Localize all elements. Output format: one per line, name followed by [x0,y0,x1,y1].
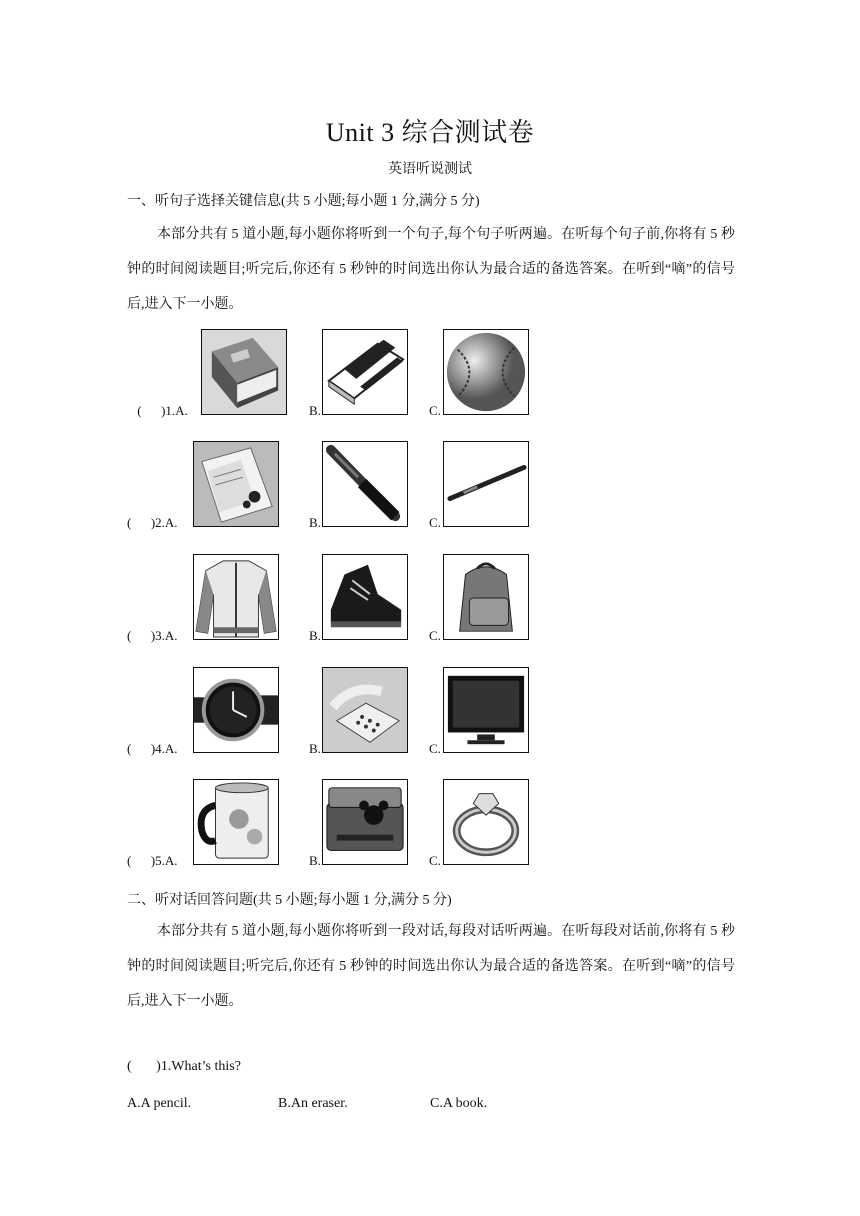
jacket-icon [194,555,278,639]
answer-option-c: C.A book. [430,1096,488,1111]
answer-option-a: A.A pencil. [127,1096,192,1111]
option-c-label: C. [429,853,441,868]
option-c-label: C. [429,515,441,530]
option-a-image[interactable] [201,329,287,415]
question-row-3 [0,554,860,644]
option-a-image[interactable] [193,554,279,640]
option-a-image[interactable] [193,441,279,527]
section1-instructions: 本部分共有 5 道小题,每小题你将听到一个句子,每个句子听两遍。在听每个句子前,你将有 5 秒钟的时间阅读题目;听完后,你还有 5 秒钟的时间选出你认为最合适的备选答案。在听到“嘀”的信号后,进入下一小题。 [127,227,735,312]
question-label: ( )4.A. [127,741,178,756]
option-c-label: C. [429,403,441,418]
option-b-image[interactable] [322,554,408,640]
option-b-image[interactable] [322,329,408,415]
answer-option-b: B.An eraser. [278,1096,348,1111]
marker-pen-icon [323,442,407,526]
page-title: Unit 3 综合测试卷 [325,118,535,147]
question-label: ( )1.A. [134,403,188,418]
backpack-icon [444,555,528,639]
option-a-image[interactable] [193,667,279,753]
question-label: ( )3.A. [127,628,178,643]
question-row-2 [0,441,860,531]
pen-icon [444,442,528,526]
option-a-image[interactable] [193,779,279,865]
page-subtitle: 英语听说测试 [388,162,472,177]
eraser-icon [323,330,407,414]
ring-icon [444,780,528,864]
watch-icon [194,668,278,752]
question-row-5 [0,779,860,869]
option-b-image[interactable] [322,441,408,527]
pencil-box-icon [323,780,407,864]
option-b-label: B. [309,515,321,530]
option-b-label: B. [309,403,321,418]
mug-icon [194,780,278,864]
sneaker-icon [323,555,407,639]
option-c-image[interactable] [443,779,529,865]
baseball-icon [444,330,528,414]
option-c-image[interactable] [443,667,529,753]
question-row-4 [0,667,860,757]
telephone-icon [323,668,407,752]
option-b-label: B. [309,628,321,643]
section2-heading: 二、听对话回答问题(共 5 小题;每小题 1 分,满分 5 分) [127,893,452,908]
option-b-label: B. [309,741,321,756]
option-b-image[interactable] [322,779,408,865]
option-b-image[interactable] [322,667,408,753]
question-label: ( )5.A. [127,853,178,868]
question-label: ( )2.A. [127,515,178,530]
section1-heading: 一、听句子选择关键信息(共 5 小题;每小题 1 分,满分 5 分) [127,194,480,209]
book-icon [202,330,286,414]
tv-icon [444,668,528,752]
notebook-icon [194,442,278,526]
option-c-label: C. [429,628,441,643]
option-c-image[interactable] [443,554,529,640]
question-row-1 [0,329,860,419]
option-b-label: B. [309,853,321,868]
option-c-image[interactable] [443,329,529,415]
section2-instructions: 本部分共有 5 道小题,每小题你将听到一段对话,每段对话听两遍。在听每段对话前,你将有 5 秒钟的时间阅读题目;听完后,你还有 5 秒钟的时间选出你认为最合适的备选答案。在听到“嘀”的信号后,进入下一小题。 [127,924,735,1009]
option-c-label: C. [429,741,441,756]
section2-question-1: ( )1.What’s this? [127,1059,241,1074]
option-c-image[interactable] [443,441,529,527]
